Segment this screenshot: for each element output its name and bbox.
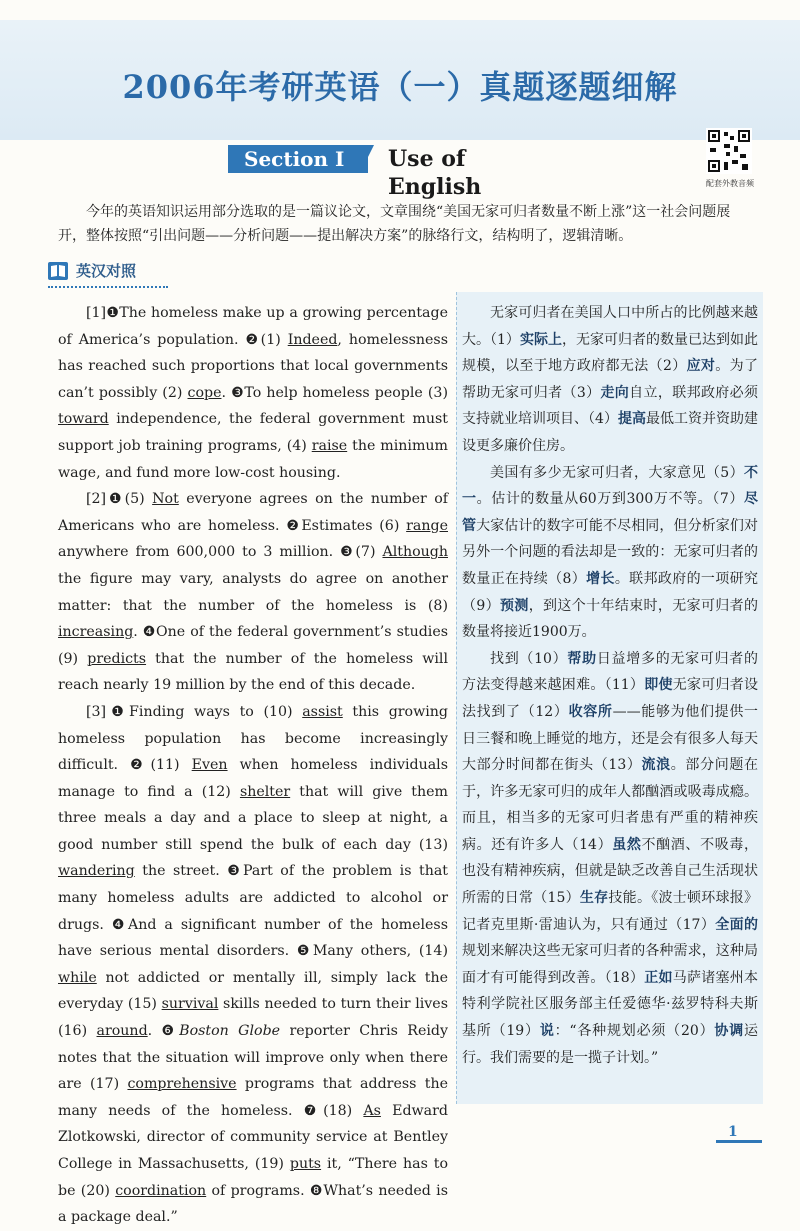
answer-20: coordination <box>115 1182 207 1199</box>
answer-19: puts <box>289 1156 322 1172</box>
answer-18: As <box>363 1102 381 1119</box>
newspaper-name: Boston Globe <box>179 1023 281 1040</box>
cn-answer-19: 说 <box>539 1023 555 1040</box>
answer-3: toward <box>58 411 109 428</box>
answer-5: Not <box>152 491 179 508</box>
english-paragraph-1: [1]❶The homeless make up a growing percentage of America’s population. ❷(1) Indeed, homelessness has reached such proportions that local governments can’t possibly (2) cope. ❸To help homeless people (3) toward independence, the federal government must support job training programs, (4) raise the minimum wage, and fund more low-cost housing. <box>58 305 448 481</box>
page-number: 1 <box>728 1124 738 1140</box>
answer-15: survival <box>161 996 219 1013</box>
cn-answer-13: 流浪 <box>641 757 671 774</box>
section-header <box>228 143 558 200</box>
chinese-paragraph-2: 美国有多少无家可归者，大家意见（5）不一。估计的数量从60万到300万不等。（7）尽管大家估计的数字可能不尽相同，但分析家们对另外一个问题的看法却是一致的：无家可归者的数量正在持续（8）增长。联邦政府的一项研究（9）预测，到这个十年结束时，无家可归者的数量将接近1900万。 <box>462 464 759 641</box>
cn-answer-1: 实际上 <box>519 331 562 348</box>
page-title: 2006年考研英语（一）真题逐题细解 <box>122 68 678 106</box>
cn-answer-18: 正如 <box>644 969 673 986</box>
qr-code-icon[interactable] <box>706 128 752 174</box>
cn-answer-15: 生存 <box>579 890 609 907</box>
page-number-bar <box>716 1140 762 1143</box>
cn-answer-4: 提高 <box>617 411 646 428</box>
answer-16: around <box>96 1023 148 1040</box>
section-slash-decoration <box>360 145 374 173</box>
section-tag: Section Ⅰ <box>228 145 368 173</box>
cn-answer-8: 增长 <box>586 570 615 587</box>
answer-10: assist <box>302 703 343 720</box>
chinese-text <box>462 300 758 1071</box>
answer-14: while <box>58 969 97 986</box>
cn-answer-14: 虽然 <box>612 836 642 853</box>
cn-answer-2: 应对 <box>686 358 716 375</box>
cn-answer-17: 全面的 <box>715 916 759 933</box>
section-name: Use of English <box>388 146 482 200</box>
answer-2: cope <box>187 384 222 401</box>
chinese-paragraph-3: 找到（10）帮助日益增多的无家可归者的方法变得越来越困难。（11）即使无家可归者设法找到了（12）收容所——能够为他们提供一日三餐和晚上睡觉的地方，还是会有很多人每天大部分时间都在街头（13）流浪。部分问题在于，许多无家可归的成年人都酗酒或吸毒成瘾。而且，相当多的无家可归者患有严重的精神疾病。还有许多人（14）虽然不酗酒、不吸毒，也没有精神疾病，但就是缺乏改善自己生活现状所需的日常（15）生存技能。《波士顿环球报》记者克里斯·雷迪认为，只有通过（17）全面的规划来解决这些无家可归者的各种需求，这种局面才有可能得到改善。（18）正如马萨诸塞州本特利学院社区服务部主任爱德华·兹罗特科夫斯基所（19）说：“各种规划必须（20）协调运行。我们需要的是一揽子计划。” <box>462 650 759 1066</box>
comparison-header-underline <box>48 286 168 288</box>
answer-7: Although <box>382 544 448 561</box>
cn-answer-3: 走向 <box>600 384 630 401</box>
cn-answer-5: 不一 <box>462 464 758 508</box>
english-text <box>58 300 448 1231</box>
answer-6: range <box>406 517 448 534</box>
answer-1: Indeed <box>287 331 338 348</box>
intro-paragraph: 今年的英语知识运用部分选取的是一篇议论文，文章围绕“美国无家可归者数量不断上涨”这一社会问题展开，整体按照“引出问题——分析问题——提出解决方案”的脉络行文，结构明了，逻辑清晰。 <box>58 204 731 244</box>
chinese-paragraph-1: 无家可归者在美国人口中所占的比例越来越大。（1）实际上，无家可归者的数量已达到如此规模，以至于地方政府都无法（2）应对。为了帮助无家可归者（3）走向自立，联邦政府必须支持就业培训项目、（4）提高最低工资并资助建设更多廉价住房。 <box>462 305 759 454</box>
answer-12: shelter <box>239 783 291 800</box>
cn-answer-9: 预测 <box>499 597 529 614</box>
book-icon <box>48 262 68 280</box>
english-paragraph-2: [2]❶(5) Not everyone agrees on the number of Americans who are homeless. ❷Estimates (6) range anywhere from 600,000 to 3 million. ❸(7) Although the figure may vary, analysts do agree on another matter: that the number of the homeless is (8) increasing. ❹One of the federal government’s studies (9) predicts that the number of the homeless will reach nearly 19 million by the end of this decade. <box>58 491 448 694</box>
cn-answer-10: 帮助 <box>567 650 597 667</box>
qr-caption: 配套外教音频 <box>706 179 754 188</box>
answer-11: Even <box>191 757 228 774</box>
english-paragraph-3: [3]❶Finding ways to (10) assist this growing homeless population has become increasingly difficult. ❷(11) Even when homeless individuals manage to find a (12) shelter that will give them three meals a day and a place to sleep at night, a good number still spend the bulk of each day (13) wandering the street. ❸Part of the problem is that many homeless adults are addicted to alcohol or drugs. ❹And a significant number of the homeless have serious mental disorders. ❺Many others, (14) while not addicted or mentally ill, simply lack the everyday (15) survival skills needed to turn their lives (16) around. ❻Boston Globe reporter Chris Reidy notes that the situation will improve only when there are (17) comprehensive programs that address the many needs of the homeless. ❼(18) As Edward Zlotkowski, director of community service at Bentley College in Massachusetts, (19) puts it, “There has to be (20) coordination of programs. ❽What’s needed is a package deal.” <box>58 703 449 1226</box>
answer-17: comprehensive <box>127 1076 237 1093</box>
cn-answer-20: 协调 <box>714 1023 744 1040</box>
cn-answer-12: 收容所 <box>568 703 613 720</box>
comparison-header: 英汉对照 <box>76 262 137 280</box>
answer-13: wandering <box>58 863 135 880</box>
answer-9: predicts <box>87 650 147 667</box>
cn-answer-7: 尽管 <box>462 491 758 534</box>
cn-answer-11: 即使 <box>644 677 673 694</box>
answer-8: increasing <box>58 624 134 641</box>
answer-4: raise <box>311 437 348 454</box>
